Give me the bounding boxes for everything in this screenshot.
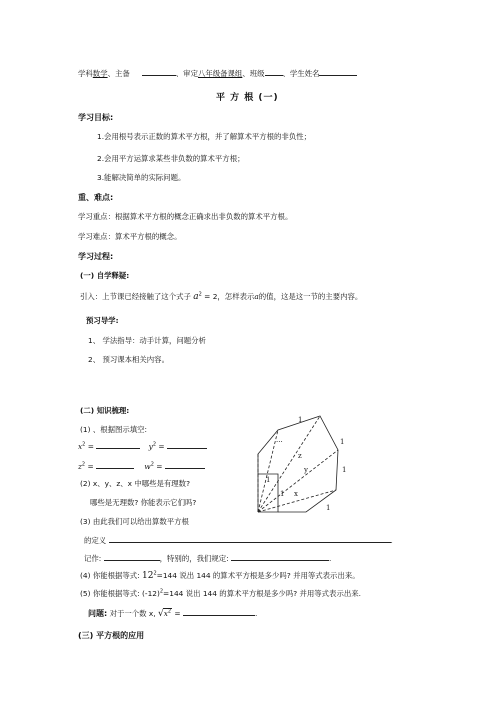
student-blank[interactable]	[319, 67, 357, 76]
reviewer-value: 八年级备课组	[197, 69, 243, 78]
part1-heading: (一) 自学释疑:	[80, 271, 130, 280]
q1-text: (1) 、根据图示填空:	[80, 425, 148, 434]
intro-mid: ，怎样表示	[217, 292, 255, 301]
label-x: x	[294, 490, 298, 498]
label-unit-1: 1	[340, 438, 345, 446]
key-point: 学习重点：根据算术平方根的概念正确求出非负数的算术平方根。	[78, 212, 293, 221]
knowledge-heading: (二) 知识梳理:	[80, 406, 130, 415]
key-heading: 重、难点:	[78, 193, 114, 202]
author-label: 、主备	[107, 69, 130, 78]
intro-eq: = 2	[204, 292, 218, 301]
eq-x-sign: =	[87, 442, 94, 451]
eq-z-sign: =	[87, 462, 94, 471]
label-unit-3: 1	[326, 504, 331, 512]
subject-value: 数学	[92, 69, 108, 78]
label-unit-6: 1	[280, 490, 285, 498]
q2b-text: 哪些是无理数? 你能表示它们吗?	[90, 498, 197, 507]
intro-suffix: 的值，这是这一节的主要内容。	[258, 292, 363, 301]
question-tail: =	[174, 609, 181, 618]
eq-row-2: $z^2 = w^2$ =	[78, 460, 205, 471]
q3-text: (3) 由此我们可以给出算数平方根	[80, 517, 189, 526]
eq-z-blank[interactable]	[96, 460, 134, 469]
goal-item-3: 3.能解决简单的实际问题。	[97, 173, 186, 182]
label-dots: ...	[276, 436, 283, 444]
goal-item-1: 1.会用根号表示正数的算术平方根，并了解算术平方根的非负性；	[97, 132, 311, 141]
guide-heading: 预习导学:	[86, 316, 119, 325]
q3-def-label: 的定义	[84, 536, 107, 545]
eq-y-sign: =	[158, 442, 165, 451]
question-line: 问题: 对于一个数 x, $√x^2$ = .	[88, 608, 258, 619]
page-title: 平 方 根 (一)	[216, 93, 279, 103]
process-heading: 学习过程:	[78, 252, 114, 261]
spiral-diagram	[248, 410, 358, 526]
q5-prefix: (5) 你能根据等式:	[80, 589, 140, 598]
reviewer-label: 、审定	[175, 69, 198, 78]
q5-eq2: =144	[163, 589, 184, 598]
q4-line: (4) 你能根据等式: $12^2=144$ 说出 144 的算术平方根是多少吗? 并用等式表示出来。	[80, 570, 360, 581]
q5-suffix: 说出 144 的算术平方根是多少吗? 并用等式表示出来.	[185, 589, 361, 598]
class-blank[interactable]	[265, 67, 283, 76]
header-line	[78, 67, 357, 79]
student-label: 、学生姓名	[282, 69, 320, 78]
label-y: y	[304, 466, 308, 474]
eq-w-sign: =	[156, 462, 163, 471]
q3-note-blank-2[interactable]	[231, 552, 329, 561]
intro-var: a	[254, 292, 259, 301]
ray-3	[258, 416, 320, 512]
q3-note-a: 记作:	[84, 554, 102, 563]
q3-note-b: ，特别的，我们规定:	[159, 554, 229, 563]
intro-prefix: 引入：上节课已经接触了这个式子	[80, 292, 191, 301]
part3-heading: (三) 平方根的应用	[78, 631, 145, 640]
q3-def-line: 的定义 .	[84, 536, 393, 545]
q4-eq: =144	[156, 571, 177, 580]
guide-item-1: 1、 学法指导：动手计算，问题分析	[88, 336, 206, 345]
subject-label: 学科	[78, 69, 93, 78]
intro-line: 引入：上节课已经接触了这个式子 $a^2 = 2$，怎样表示a的值，这是这一节的主要内容。	[80, 291, 363, 302]
label-unit-5: 1	[266, 476, 271, 484]
goal-item-2: 2.会用平方运算求某些非负数的算术平方根；	[97, 154, 245, 163]
q4-prefix: (4) 你能根据等式:	[80, 571, 140, 580]
q3-def-blank[interactable]	[109, 534, 391, 543]
intro-var-a: a	[193, 292, 199, 302]
q3-note-line: 记作: ，特别的，我们规定: .	[84, 554, 332, 563]
eq-y-blank[interactable]	[167, 440, 207, 449]
question-text: 对于一个数 x,	[109, 609, 156, 618]
eq-w-blank[interactable]	[165, 460, 205, 469]
goals-heading: 学习目标:	[78, 113, 114, 122]
eq-row-1: $x^2 = y^2$ =	[78, 440, 207, 451]
guide-item-2: 2、 预习课本相关内容。	[88, 355, 169, 364]
question-label: 问题:	[88, 609, 108, 618]
question-blank[interactable]	[183, 607, 255, 616]
label-z: z	[298, 452, 302, 460]
q5-eq: (-12)	[142, 589, 160, 598]
q5-line: (5) 你能根据等式: $(-12)^2=144$ 说出 144 的算术平方根是多少吗? 并用等式表示出来.	[80, 588, 361, 598]
q3-note-blank-1[interactable]	[104, 552, 160, 561]
eq-x-blank[interactable]	[96, 440, 140, 449]
difficulty-point: 学习难点：算术平方根的概念。	[78, 232, 182, 241]
author-blank[interactable]	[142, 67, 176, 76]
class-label: 、班级	[242, 69, 265, 78]
label-unit-2: 1	[342, 466, 347, 474]
diagram-outer-path	[258, 416, 338, 512]
q2-text: (2) x、y、z、x 中哪些是有理数?	[80, 479, 190, 488]
q4-suffix: 说出 144 的算术平方根是多少吗? 并用等式表示出来。	[179, 571, 360, 580]
label-unit-4: 1	[298, 416, 303, 424]
